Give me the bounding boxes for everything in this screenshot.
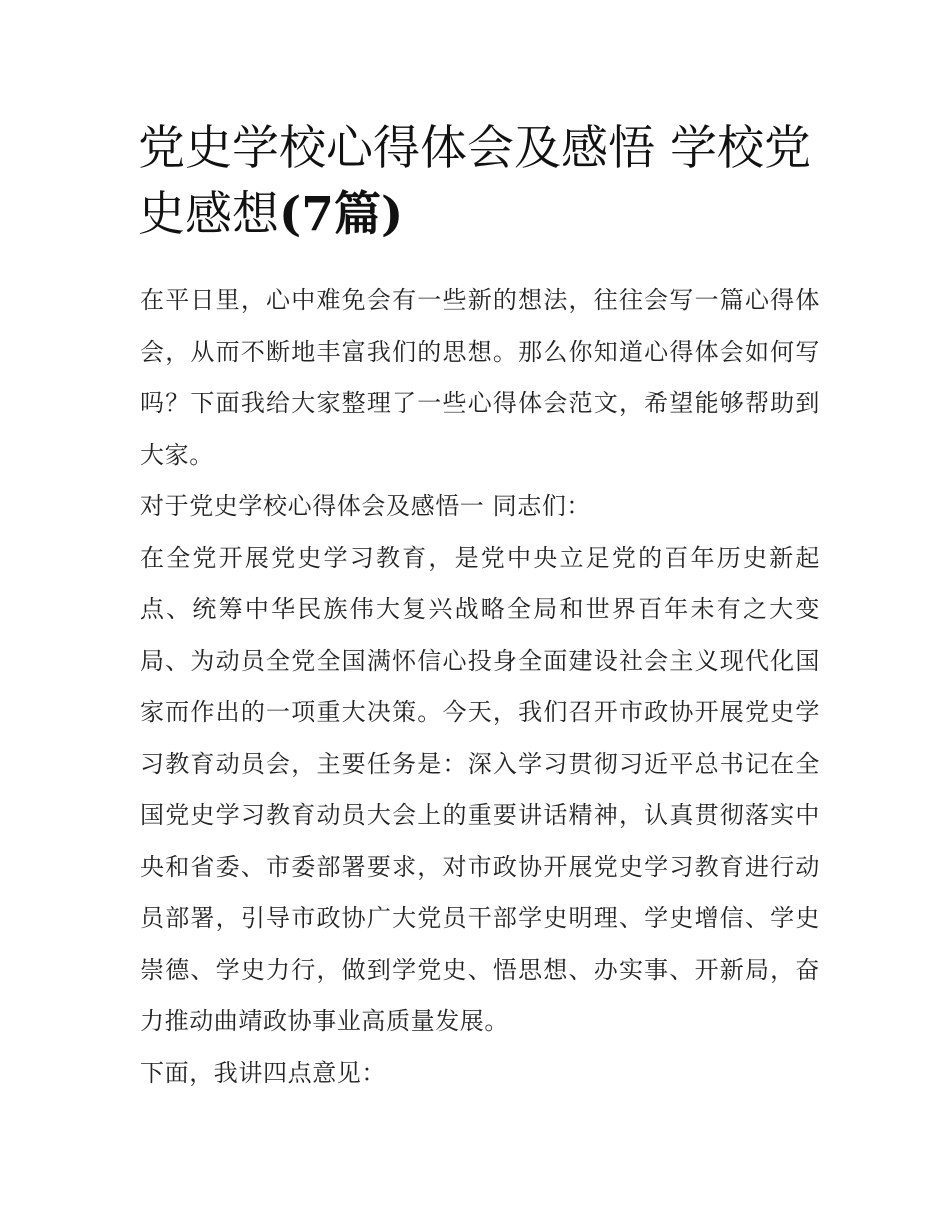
intro-paragraph: 在平日里，心中难免会有一些新的想法，往往会写一篇心得体会，从而不断地丰富我们的思想。那么你知道心得体会如何写吗？下面我给大家整理了一些心得体会范文，希望能够帮助到大家。 — [140, 286, 820, 469]
document-body — [140, 275, 820, 1099]
section-heading-paragraph: 对于党史学校心得体会及感悟一 同志们： — [140, 492, 592, 520]
speech-paragraph: 在全党开展党史学习教育，是党中央立足党的百年历史新起点、统筹中华民族伟大复兴战略全局和世界百年未有之大变局、为动员全党全国满怀信心投身全面建设社会主义现代化国家而作出的一项重大决策。今天，我们召开市政协开展党史学习教育动员会，主要任务是：深入学习贯彻习近平总书记在全国党史学习教育动员大会上的重要讲话精神，认真贯彻落实中央和省委、市委部署要求，对市政协开展党史学习教育进行动员部署，引导市政协广大党员干部学史明理、学史增信、学史崇德、学史力行，做到学党史、悟思想、办实事、开新局，奋力推动曲靖政协事业高质量发展。 — [140, 543, 820, 1035]
closing-paragraph: 下面，我讲四点意见： — [140, 1058, 386, 1087]
title-count-text: (7篇) — [279, 187, 404, 242]
title-main-text: 党史学校心得体会及感悟 学校党史感想 — [138, 121, 811, 242]
document-title — [138, 116, 818, 248]
